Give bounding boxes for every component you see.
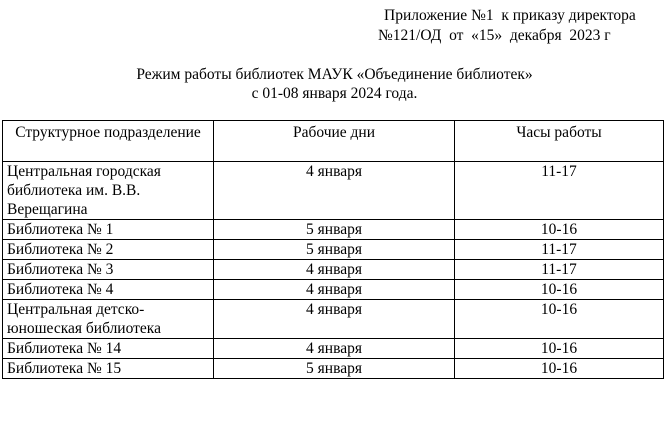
row-name: Библиотека № 14 [3, 339, 214, 359]
table-row [3, 260, 664, 280]
row-hours: 10-16 [455, 280, 664, 300]
row-hours: 11-17 [455, 260, 664, 280]
schedule-table [2, 120, 664, 379]
row-hours: 10-16 [455, 300, 664, 339]
title-line-2: с 01-08 января 2024 года. [251, 85, 418, 102]
header-days: Рабочие дни [214, 121, 455, 162]
row-name: Библиотека № 4 [3, 280, 214, 300]
row-name: Библиотека № 3 [3, 260, 214, 280]
annex-line-1: Приложение №1 к приказу директора [384, 7, 636, 24]
table-row [3, 359, 664, 379]
row-hours: 11-17 [455, 162, 664, 220]
table-row [3, 300, 664, 339]
row-days: 4 января [214, 339, 455, 359]
row-name: Библиотека № 1 [3, 220, 214, 240]
row-days: 4 января [214, 162, 455, 220]
table-row [3, 339, 664, 359]
row-hours: 10-16 [455, 339, 664, 359]
row-days: 5 января [214, 240, 455, 260]
row-name: Библиотека № 15 [3, 359, 214, 379]
row-days: 5 января [214, 220, 455, 240]
row-days: 4 января [214, 260, 455, 280]
annex-line-2: №121/ОД от «15» декабря 2023 г [378, 27, 611, 44]
row-name: Библиотека № 2 [3, 240, 214, 260]
table-row [3, 240, 664, 260]
row-hours: 10-16 [455, 359, 664, 379]
row-days: 4 января [214, 280, 455, 300]
row-hours: 11-17 [455, 240, 664, 260]
table-row [3, 220, 664, 240]
table-row [3, 162, 664, 220]
row-hours: 10-16 [455, 220, 664, 240]
table-header-row [3, 121, 664, 162]
header-division: Структурное подразделение [3, 121, 214, 162]
row-name: Центральная детско-юношеская библиотека [3, 300, 214, 339]
document-title [0, 65, 669, 103]
row-name: Центральная городская библиотека им. В.В. Верещагина [3, 162, 214, 220]
table-row [3, 280, 664, 300]
row-days: 4 января [214, 300, 455, 339]
header-hours: Часы работы [455, 121, 664, 162]
row-days: 5 января [214, 359, 455, 379]
title-line-1: Режим работы библиотек МАУК «Объединение библиотек» [136, 66, 533, 83]
